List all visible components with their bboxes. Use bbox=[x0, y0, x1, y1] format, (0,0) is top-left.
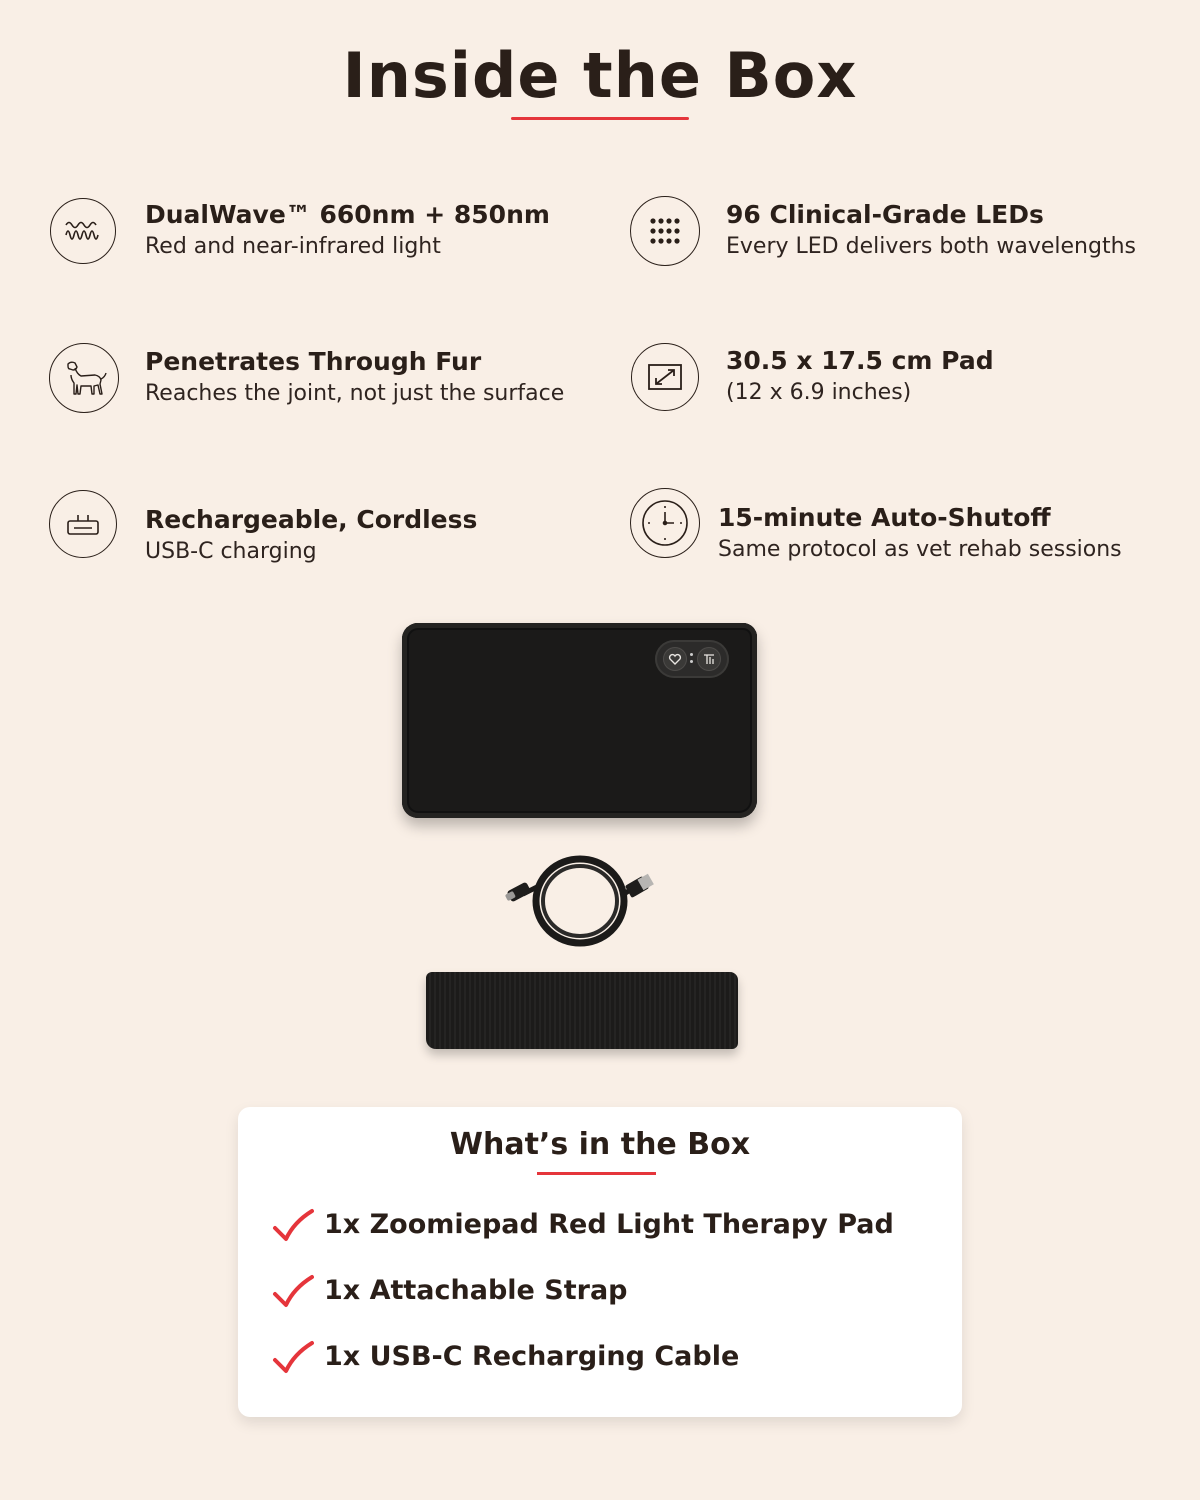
heart-icon bbox=[663, 647, 687, 671]
dog-icon bbox=[49, 343, 119, 413]
usb-cable-image bbox=[505, 852, 655, 952]
checkmark-icon bbox=[272, 1208, 314, 1244]
page-title: Inside the Box bbox=[342, 39, 858, 112]
box-contents-title: What’s in the Box bbox=[449, 1127, 751, 1162]
feature-subtitle: USB-C charging bbox=[145, 539, 317, 564]
list-item-label: 1x Zoomiepad Red Light Therapy Pad bbox=[324, 1209, 894, 1240]
led-grid-icon bbox=[630, 196, 700, 266]
feature-title: Penetrates Through Fur bbox=[145, 347, 482, 376]
checkmark-icon bbox=[272, 1340, 314, 1376]
indicator-dots bbox=[690, 653, 693, 665]
feature-subtitle: Reaches the joint, not just the surface bbox=[145, 381, 565, 406]
feature-title: DualWave™ 660nm + 850nm bbox=[145, 200, 550, 229]
power-level-icon bbox=[697, 647, 721, 671]
battery-plug-icon bbox=[49, 490, 117, 558]
wave-icon bbox=[50, 198, 116, 264]
feature-title: 96 Clinical-Grade LEDs bbox=[726, 200, 1044, 229]
pad-control-panel bbox=[655, 640, 729, 678]
strap-image bbox=[426, 972, 738, 1049]
list-item-label: 1x USB-C Recharging Cable bbox=[324, 1341, 740, 1372]
resize-icon bbox=[631, 343, 699, 411]
feature-subtitle: (12 x 6.9 inches) bbox=[726, 380, 912, 405]
feature-title: Rechargeable, Cordless bbox=[145, 505, 478, 534]
feature-subtitle: Every LED delivers both wavelengths bbox=[726, 234, 1136, 259]
box-title-underline bbox=[537, 1172, 656, 1175]
feature-title: 15-minute Auto-Shutoff bbox=[718, 503, 1051, 532]
list-item-label: 1x Attachable Strap bbox=[324, 1275, 628, 1306]
feature-subtitle: Red and near-infrared light bbox=[145, 234, 441, 259]
title-underline bbox=[511, 117, 689, 120]
feature-subtitle: Same protocol as vet rehab sessions bbox=[718, 537, 1122, 562]
clock-icon bbox=[630, 488, 700, 558]
feature-title: 30.5 x 17.5 cm Pad bbox=[726, 346, 994, 375]
checkmark-icon bbox=[272, 1274, 314, 1310]
